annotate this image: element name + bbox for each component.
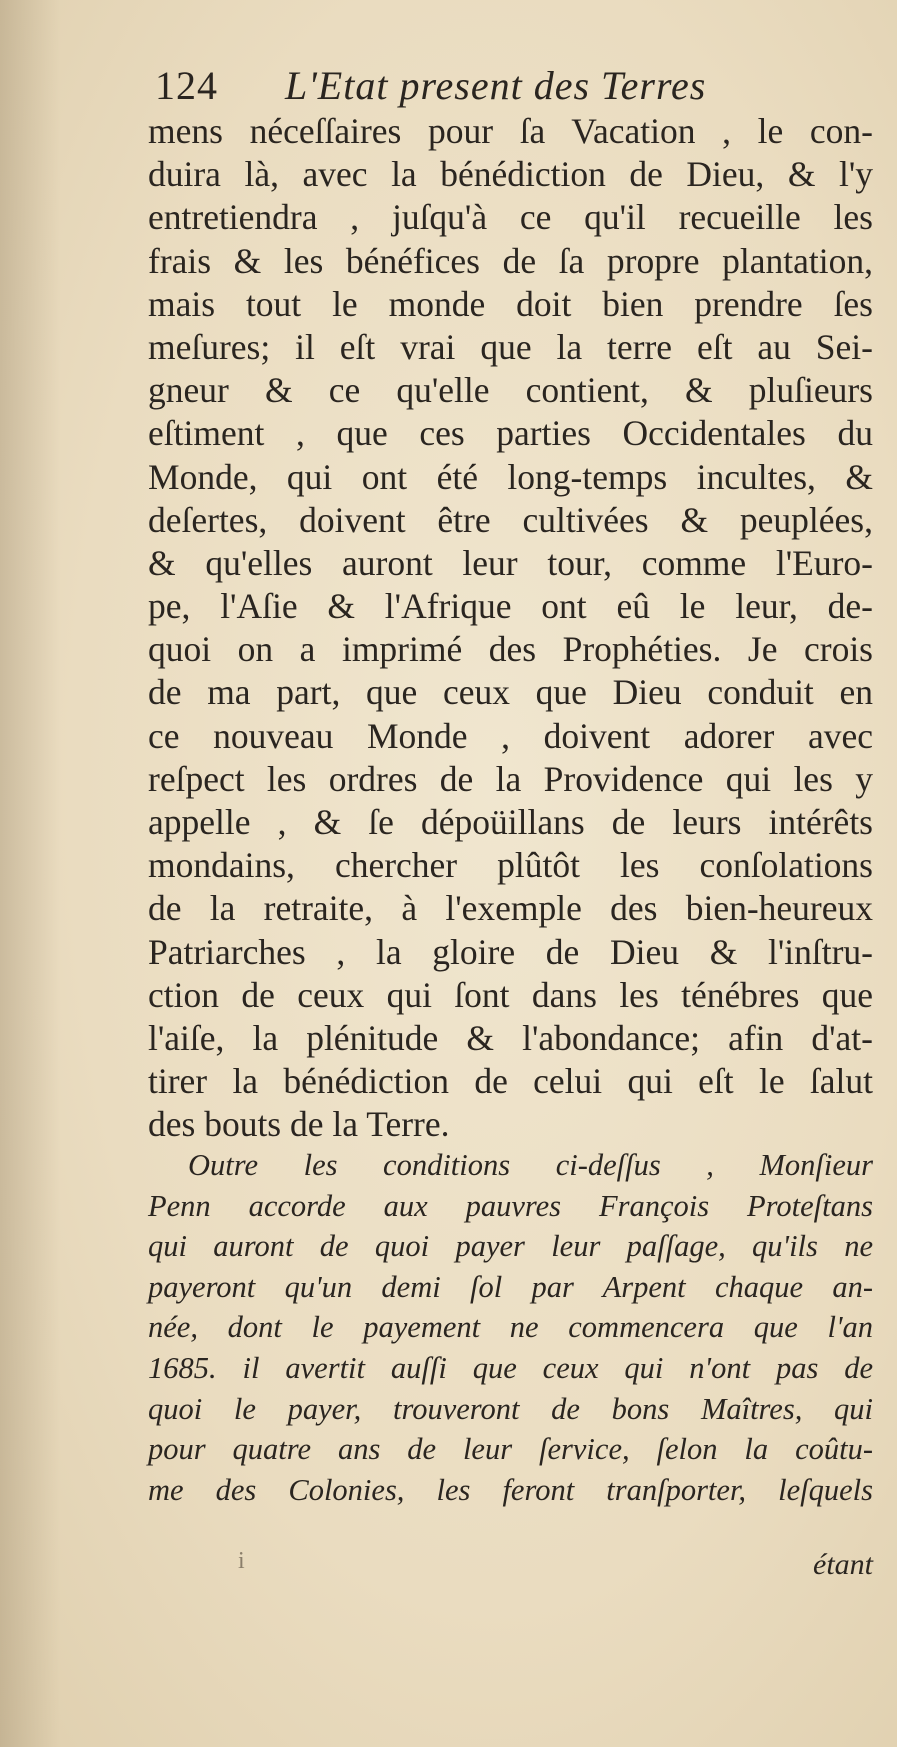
page-number: 124 (155, 63, 218, 108)
text-line: & qu'elles auront leur tour, comme l'Euro- (148, 542, 873, 583)
text-line: tirer la bénédiction de celui qui eſt le ſalut (148, 1061, 873, 1102)
text-line: Patriarches , la gloire de Dieu & l'inſtru- (148, 931, 873, 972)
signature-mark: i (238, 1548, 245, 1574)
italic-line: quoi le payer, trouveront de bons Maîtres, qui (148, 1391, 873, 1426)
italic-line: Penn accorde aux pauvres François Proteſtans (148, 1188, 873, 1223)
italic-paragraph (148, 1145, 873, 1510)
text-line: gneur & ce qu'elle contient, & pluſieurs (148, 370, 873, 411)
page-footer (148, 1548, 873, 1588)
text-line: appelle , & ſe dépoüillans de leurs intérêts (148, 802, 873, 842)
italic-line: qui auront de quoi payer leur paſſage, qu'ils ne (148, 1229, 873, 1264)
italic-line: me des Colonies, les feront tranſporter, leſquels (148, 1472, 873, 1507)
text-line: Monde, qui ont été long-temps incultes, & (148, 456, 873, 497)
text-line: mens néceſſaires pour ſa Vacation , le con- (148, 111, 873, 151)
italic-line: payeront qu'un demi ſol par Arpent chaque an- (148, 1269, 873, 1304)
text-line: eſtiment , que ces parties Occidentales du (148, 413, 873, 454)
text-line: pe, l'Aſie & l'Afrique ont eû le leur, de- (148, 586, 873, 627)
text-line: entretiendra , juſqu'à ce qu'il recueille les (148, 197, 873, 238)
text-line: reſpect les ordres de la Providence qui les y (148, 758, 873, 799)
text-line: mondains, chercher plûtôt les conſolations (148, 845, 873, 886)
italic-line: pour quatre ans de leur ſervice, ſelon la coûtu- (148, 1432, 873, 1467)
main-paragraph (148, 110, 873, 1147)
text-line: deſertes, doivent être cultivées & peuplées, (148, 499, 873, 540)
text-line: ction de ceux qui ſont dans les ténébres que (148, 974, 873, 1015)
page-fold-shadow (0, 0, 60, 1747)
italic-line: 1685. il avertit auſſi que ceux qui n'ont pas de (148, 1350, 873, 1385)
text-line: de la retraite, à l'exemple des bien-heureux (148, 888, 873, 929)
text-line: mais tout le monde doit bien prendre ſes (148, 283, 873, 324)
text-line: l'aiſe, la plénitude & l'abondance; afin d'at- (148, 1017, 873, 1058)
page-header (155, 62, 875, 112)
running-title: L'Etat present des Terres (285, 63, 707, 108)
italic-line: Outre les conditions ci-deſſus , Monſieur (188, 1148, 873, 1182)
italic-line: née, dont le payement ne commencera que l'an (148, 1310, 873, 1345)
text-line: quoi on a imprimé des Prophéties. Je crois (148, 629, 873, 670)
text-line: des bouts de la Terre. (148, 1104, 450, 1145)
text-line: de ma part, que ceux que Dieu conduit en (148, 672, 873, 713)
text-line: ce nouveau Monde , doivent adorer avec (148, 715, 873, 756)
text-line: meſures; il eſt vrai que la terre eſt au Sei- (148, 326, 873, 367)
text-line: frais & les bénéfices de ſa propre plantation, (148, 240, 873, 281)
text-line: duira là, avec la bénédiction de Dieu, & l'y (148, 154, 873, 195)
catchword: étant (813, 1548, 873, 1581)
